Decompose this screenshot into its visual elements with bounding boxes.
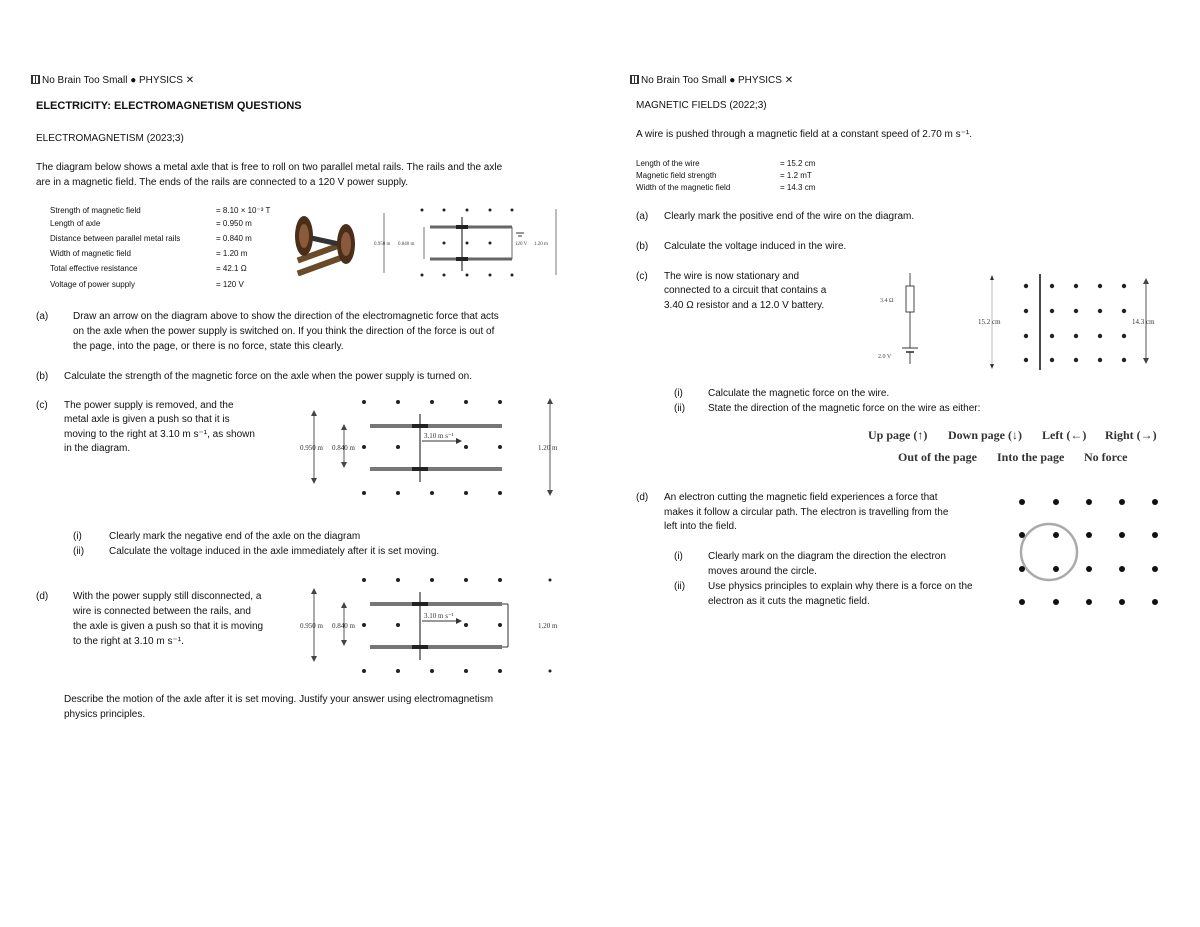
figure-electron-circle bbox=[1010, 490, 1170, 612]
option-no-force: No force bbox=[1084, 450, 1128, 464]
figure-axle-with-wire bbox=[298, 574, 570, 678]
axle-wheel-photo bbox=[288, 206, 363, 276]
question-c-line4: in the diagram. bbox=[64, 443, 131, 454]
data-label: Length of the wire bbox=[636, 159, 700, 168]
right-question-d-line3: left into the field. bbox=[664, 521, 737, 532]
grid-icon bbox=[31, 75, 40, 84]
right-header: No Brain Too Small ● PHYSICS ✕ bbox=[630, 75, 793, 86]
right-question-a-text: Clearly mark the positive end of the wire on the diagram. bbox=[664, 211, 915, 222]
data-value: = 8.10 × 10⁻³ T bbox=[216, 206, 271, 215]
data-value: = 1.20 m bbox=[216, 249, 248, 258]
right-question-a-label: (a) bbox=[636, 211, 649, 222]
right-question-c-ii-text: State the direction of the magnetic force on the wire as either: bbox=[708, 403, 981, 414]
fig2-axle-length: 0.950 m bbox=[300, 444, 323, 452]
data-value: = 120 V bbox=[216, 280, 244, 289]
question-d-describe-line1: Describe the motion of the axle after it is set moving. Justify your answer using electromagnetism bbox=[64, 694, 494, 705]
question-c-ii-label: (ii) bbox=[73, 546, 85, 557]
data-value: = 1.2 mT bbox=[780, 171, 812, 180]
right-question-d-ii-line1: Use physics principles to explain why there is a force on the bbox=[708, 581, 973, 592]
figure-rails-power-supply bbox=[372, 203, 572, 283]
right-question-d-line1: An electron cutting the magnetic field experiences a force that bbox=[664, 492, 938, 503]
fig3-speed: 3.10 m s⁻¹ bbox=[424, 612, 454, 620]
right-section-title: MAGNETIC FIELDS (2022;3) bbox=[636, 100, 767, 111]
question-a-line3: the page, into the page, or there is no force, state this clearly. bbox=[73, 341, 344, 352]
right-question-b-text: Calculate the voltage induced in the wire. bbox=[664, 241, 847, 252]
question-b-label: (b) bbox=[36, 371, 49, 382]
question-c-i-label: (i) bbox=[73, 531, 82, 542]
data-label: Width of magnetic field bbox=[50, 249, 131, 258]
question-d-describe-line2: physics principles. bbox=[64, 709, 146, 720]
data-label: Strength of magnetic field bbox=[50, 206, 141, 215]
data-value: = 15.2 cm bbox=[780, 159, 816, 168]
data-label: Total effective resistance bbox=[50, 264, 138, 273]
data-label: Voltage of power supply bbox=[50, 280, 135, 289]
data-value: = 0.840 m bbox=[216, 234, 252, 243]
question-c-i-text: Clearly mark the negative end of the axle on the diagram bbox=[109, 531, 361, 542]
right-question-d-ii-label: (ii) bbox=[674, 581, 686, 592]
left-header: No Brain Too Small ● PHYSICS ✕ bbox=[31, 75, 194, 86]
fig-field-width: 14.3 cm bbox=[1132, 318, 1155, 326]
figure-wire-circuit bbox=[874, 268, 1170, 376]
option-down: Down page (↓) bbox=[948, 428, 1022, 442]
left-intro-line1: The diagram below shows a metal axle that is free to roll on two parallel metal rails. The rails and the axle bbox=[36, 162, 503, 173]
right-question-c-i-label: (i) bbox=[674, 388, 683, 399]
right-question-d-i-label: (i) bbox=[674, 551, 683, 562]
option-right: Right (→) bbox=[1105, 428, 1157, 442]
option-into-page: Into the page bbox=[997, 450, 1065, 464]
question-c-line1: The power supply is removed, and the bbox=[64, 400, 234, 411]
option-out-of-page: Out of the page bbox=[898, 450, 977, 464]
data-label: Width of the magnetic field bbox=[636, 183, 731, 192]
right-question-d-i-line2: moves around the circle. bbox=[708, 566, 817, 577]
question-d-line2: wire is connected between the rails, and bbox=[73, 606, 251, 617]
left-intro-line2: are in a magnetic field. The ends of the rails are connected to a 120 V power supply. bbox=[36, 177, 409, 188]
data-label: Distance between parallel metal rails bbox=[50, 234, 181, 243]
question-a-label: (a) bbox=[36, 311, 49, 322]
data-value: = 42.1 Ω bbox=[216, 264, 247, 273]
left-section-title: ELECTROMAGNETISM (2023;3) bbox=[36, 133, 184, 144]
right-question-d-ii-line2: electron as it cuts the magnetic field. bbox=[708, 596, 870, 607]
question-b-text: Calculate the strength of the magnetic force on the axle when the power supply is turned on. bbox=[64, 371, 473, 382]
right-intro: A wire is pushed through a magnetic field at a constant speed of 2.70 m s⁻¹. bbox=[636, 129, 973, 140]
question-a-line1: Draw an arrow on the diagram above to show the direction of the electromagnetic force that acts bbox=[73, 311, 499, 322]
question-c-ii-text: Calculate the voltage induced in the axle immediately after it is set moving. bbox=[109, 546, 440, 557]
right-question-c-line2: connected to a circuit that contains a bbox=[664, 285, 827, 296]
right-question-d-i-line1: Clearly mark on the diagram the direction the electron bbox=[708, 551, 946, 562]
data-label: Length of axle bbox=[50, 219, 101, 228]
fig2-field-width: 1.20 m bbox=[538, 444, 558, 452]
right-question-d-line2: makes it follow a circular path. The electron is travelling from the bbox=[664, 507, 949, 518]
fig1-voltage: 120 V bbox=[515, 242, 528, 247]
question-a-line2: on the axle when the power supply is switched on. If you think the direction of the force is out of bbox=[73, 326, 495, 337]
right-question-c-line3: 3.40 Ω resistor and a 12.0 V battery. bbox=[664, 300, 825, 311]
cross-icon: ✕ bbox=[182, 75, 195, 86]
data-value: = 0.950 m bbox=[216, 219, 252, 228]
option-up: Up page (↑) bbox=[868, 428, 928, 442]
question-d-label: (d) bbox=[36, 591, 49, 602]
fig-battery: 2.0 V bbox=[878, 354, 892, 360]
fig3-field-width: 1.20 m bbox=[538, 622, 558, 630]
fig3-rail-distance: 0.840 m bbox=[332, 622, 355, 630]
fig2-speed: 3.10 m s⁻¹ bbox=[424, 432, 454, 440]
fig-wire-length: 15.2 cm bbox=[978, 318, 1001, 326]
question-c-line2: metal axle is given a push so that it is bbox=[64, 414, 230, 425]
question-c-label: (c) bbox=[36, 400, 48, 411]
right-question-d-label: (d) bbox=[636, 492, 649, 503]
fig1-field-width: 1.20 m bbox=[534, 242, 548, 247]
right-question-c-label: (c) bbox=[636, 271, 648, 282]
question-d-line1: With the power supply still disconnected, a bbox=[73, 591, 262, 602]
grid-icon bbox=[630, 75, 639, 84]
cross-icon: ✕ bbox=[781, 75, 794, 86]
right-question-c-line1: The wire is now stationary and bbox=[664, 271, 800, 282]
question-d-line4: to the right at 3.10 m s⁻¹. bbox=[73, 636, 184, 647]
option-left: Left (←) bbox=[1042, 428, 1087, 442]
right-question-c-i-text: Calculate the magnetic force on the wire. bbox=[708, 388, 890, 399]
fig2-rail-distance: 0.840 m bbox=[332, 444, 355, 452]
fig3-axle-length: 0.950 m bbox=[300, 622, 323, 630]
fig1-axle-length: 0.950 m bbox=[374, 242, 391, 247]
question-c-line3: moving to the right at 3.10 m s⁻¹, as shown bbox=[64, 429, 255, 440]
fig-resistor: 3.4 Ω bbox=[880, 298, 894, 304]
figure-moving-axle bbox=[298, 396, 570, 500]
left-title: ELECTRICITY: ELECTROMAGNETISM QUESTIONS bbox=[36, 100, 302, 112]
data-value: = 14.3 cm bbox=[780, 183, 816, 192]
right-question-c-ii-label: (ii) bbox=[674, 403, 686, 414]
fig1-rail-distance: 0.840 m bbox=[398, 242, 415, 247]
question-d-line3: the axle is given a push so that it is moving bbox=[73, 621, 264, 632]
data-label: Magnetic field strength bbox=[636, 171, 717, 180]
right-question-b-label: (b) bbox=[636, 241, 649, 252]
